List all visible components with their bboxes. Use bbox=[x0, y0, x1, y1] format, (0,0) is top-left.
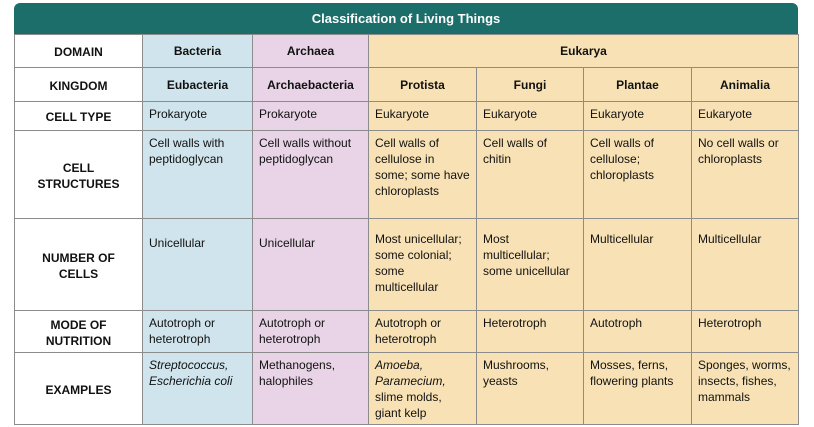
domain-archaea: Archaea bbox=[253, 35, 369, 68]
row-mode-of-nutrition bbox=[15, 311, 799, 353]
label-examples: EXAMPLES bbox=[15, 353, 143, 425]
row-cell-type bbox=[15, 102, 799, 131]
classification-table-container bbox=[14, 3, 798, 425]
number-of-cells-archaebacteria: Unicellular bbox=[253, 219, 369, 311]
label-number-of-cells: NUMBER OF CELLS bbox=[15, 219, 143, 311]
number-of-cells-eubacteria: Unicellular bbox=[143, 219, 253, 311]
cell-type-eubacteria: Prokaryote bbox=[143, 102, 253, 131]
domain-eukarya: Eukarya bbox=[369, 35, 799, 68]
number-of-cells-fungi: Most multicellular; some unicellular bbox=[477, 219, 584, 311]
nutrition-protista: Autotroph or heterotroph bbox=[369, 311, 477, 353]
number-of-cells-protista: Most unicellular; some colonial; some multicellular bbox=[369, 219, 477, 311]
kingdom-eubacteria: Eubacteria bbox=[143, 68, 253, 102]
label-mode-of-nutrition: MODE OF NUTRITION bbox=[15, 311, 143, 353]
label-domain: DOMAIN bbox=[15, 35, 143, 68]
kingdom-archaebacteria: Archaebacteria bbox=[253, 68, 369, 102]
cell-type-fungi: Eukaryote bbox=[477, 102, 584, 131]
examples-protista-italic: Amoeba, Paramecium, bbox=[375, 358, 446, 388]
examples-archaebacteria: Methanogens, halophiles bbox=[253, 353, 369, 425]
kingdom-fungi: Fungi bbox=[477, 68, 584, 102]
label-cell-structures: CELL STRUCTURES bbox=[15, 131, 143, 219]
cell-type-animalia: Eukaryote bbox=[692, 102, 799, 131]
row-domain bbox=[15, 35, 799, 68]
row-number-of-cells bbox=[15, 219, 799, 311]
nutrition-archaebacteria: Autotroph or heterotroph bbox=[253, 311, 369, 353]
table-title: Classification of Living Things bbox=[14, 3, 798, 34]
cell-type-plantae: Eukaryote bbox=[584, 102, 692, 131]
kingdom-animalia: Animalia bbox=[692, 68, 799, 102]
kingdom-plantae: Plantae bbox=[584, 68, 692, 102]
row-examples bbox=[15, 353, 799, 425]
label-kingdom: KINGDOM bbox=[15, 68, 143, 102]
cell-structures-animalia: No cell walls or chloroplasts bbox=[692, 131, 799, 219]
domain-bacteria: Bacteria bbox=[143, 35, 253, 68]
cell-structures-plantae: Cell walls of cellulose; chloroplasts bbox=[584, 131, 692, 219]
nutrition-plantae: Autotroph bbox=[584, 311, 692, 353]
examples-animalia: Sponges, worms, insects, fishes, mammals bbox=[692, 353, 799, 425]
cell-structures-eubacteria: Cell walls with peptidoglycan bbox=[143, 131, 253, 219]
cell-structures-archaebacteria: Cell walls without peptidoglycan bbox=[253, 131, 369, 219]
label-cell-type: CELL TYPE bbox=[15, 102, 143, 131]
row-cell-structures bbox=[15, 131, 799, 219]
cell-structures-protista: Cell walls of cellulose in some; some have chloroplasts bbox=[369, 131, 477, 219]
kingdom-protista: Protista bbox=[369, 68, 477, 102]
examples-protista-text: slime molds, giant kelp bbox=[375, 390, 442, 420]
number-of-cells-plantae: Multicellular bbox=[584, 219, 692, 311]
nutrition-eubacteria: Autotroph or heterotroph bbox=[143, 311, 253, 353]
cell-type-protista: Eukaryote bbox=[369, 102, 477, 131]
examples-eubacteria-text: Streptococcus, Escherichia coli bbox=[149, 358, 233, 388]
nutrition-fungi: Heterotroph bbox=[477, 311, 584, 353]
number-of-cells-animalia: Multicellular bbox=[692, 219, 799, 311]
row-kingdom bbox=[15, 68, 799, 102]
examples-plantae: Mosses, ferns, flowering plants bbox=[584, 353, 692, 425]
examples-fungi: Mushrooms, yeasts bbox=[477, 353, 584, 425]
classification-table bbox=[14, 34, 799, 425]
cell-type-archaebacteria: Prokaryote bbox=[253, 102, 369, 131]
examples-protista bbox=[369, 353, 477, 425]
cell-structures-fungi: Cell walls of chitin bbox=[477, 131, 584, 219]
examples-eubacteria bbox=[143, 353, 253, 425]
nutrition-animalia: Heterotroph bbox=[692, 311, 799, 353]
